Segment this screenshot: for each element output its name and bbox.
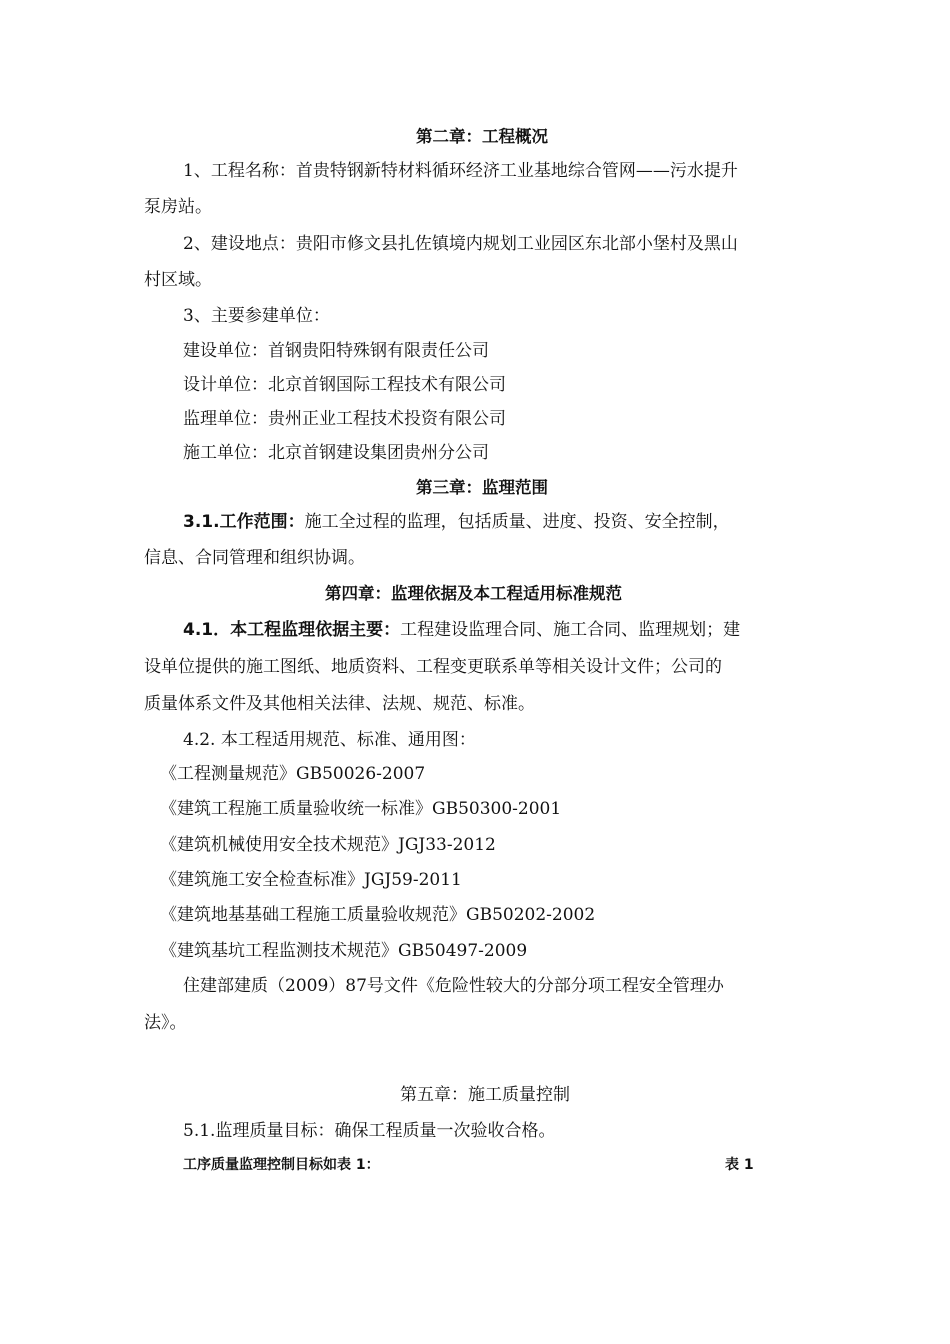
standard-item: 《工程测量规范》GB50026-2007	[160, 764, 426, 784]
basis-line-1	[183, 620, 740, 640]
basis-label: 4.1．本工程监理依据主要：	[183, 620, 401, 640]
standards-heading: 4.2. 本工程适用规范、标准、通用图：	[183, 730, 476, 750]
chapter-2-title: 第二章：工程概况	[416, 127, 548, 146]
participant-designer: 设计单位：北京首钢国际工程技术有限公司	[183, 375, 506, 395]
table-number-label: 表 1	[725, 1157, 754, 1173]
chapter-4-title: 第四章：监理依据及本工程适用标准规范	[325, 584, 622, 603]
participant-supervisor: 监理单位：贵州正业工程技术投资有限公司	[183, 409, 506, 429]
standard-item: 《建筑机械使用安全技术规范》JGJ33-2012	[160, 835, 496, 855]
quality-target: 5.1.监理质量目标：确保工程质量一次验收合格。	[183, 1121, 556, 1141]
standard-item: 《建筑基坑工程监测技术规范》GB50497-2009	[160, 941, 528, 961]
standard-item: 《建筑施工安全检查标准》JGJ59-2011	[160, 870, 462, 890]
standard-item: 《建筑地基基础工程施工质量验收规范》GB50202-2002	[160, 905, 596, 925]
site-location-line-2: 村区域。	[144, 270, 212, 290]
basis-line-3: 质量体系文件及其他相关法律、法规、规范、标准。	[144, 694, 535, 714]
chapter-3-title: 第三章：监理范围	[416, 478, 548, 497]
project-name-line-1: 1、工程名称：首贵特钢新特材料循环经济工业基地综合管网——污水提升	[183, 161, 738, 181]
regulation-line-2: 法》。	[144, 1013, 187, 1033]
basis-text: 工程建设监理合同、施工合同、监理规划；建	[400, 620, 741, 640]
table-caption: 工序质量监理控制目标如表 1：	[183, 1157, 380, 1173]
scope-label: 3.1.工作范围：	[183, 512, 305, 532]
scope-text: 施工全过程的监理，包括质量、进度、投资、安全控制，	[304, 512, 730, 532]
site-location-line-1: 2、建设地点：贵阳市修文县扎佐镇境内规划工业园区东北部小堡村及黑山	[183, 234, 738, 254]
participant-contractor: 施工单位：北京首钢建设集团贵州分公司	[183, 443, 489, 463]
standard-item: 《建筑工程施工质量验收统一标准》GB50300-2001	[160, 799, 562, 819]
project-name-line-2: 泵房站。	[144, 197, 212, 217]
basis-line-2: 设单位提供的施工图纸、地质资料、工程变更联系单等相关设计文件；公司的	[144, 657, 722, 677]
participant-owner: 建设单位：首钢贵阳特殊钢有限责任公司	[183, 341, 489, 361]
scope-line-2: 信息、合同管理和组织协调。	[144, 548, 365, 568]
participants-heading: 3、主要参建单位：	[183, 306, 330, 326]
chapter-5-title: 第五章：施工质量控制	[400, 1085, 570, 1105]
scope-line-1	[183, 512, 730, 532]
regulation-line-1: 住建部建质（2009）87号文件《危险性较大的分部分项工程安全管理办	[183, 976, 724, 996]
